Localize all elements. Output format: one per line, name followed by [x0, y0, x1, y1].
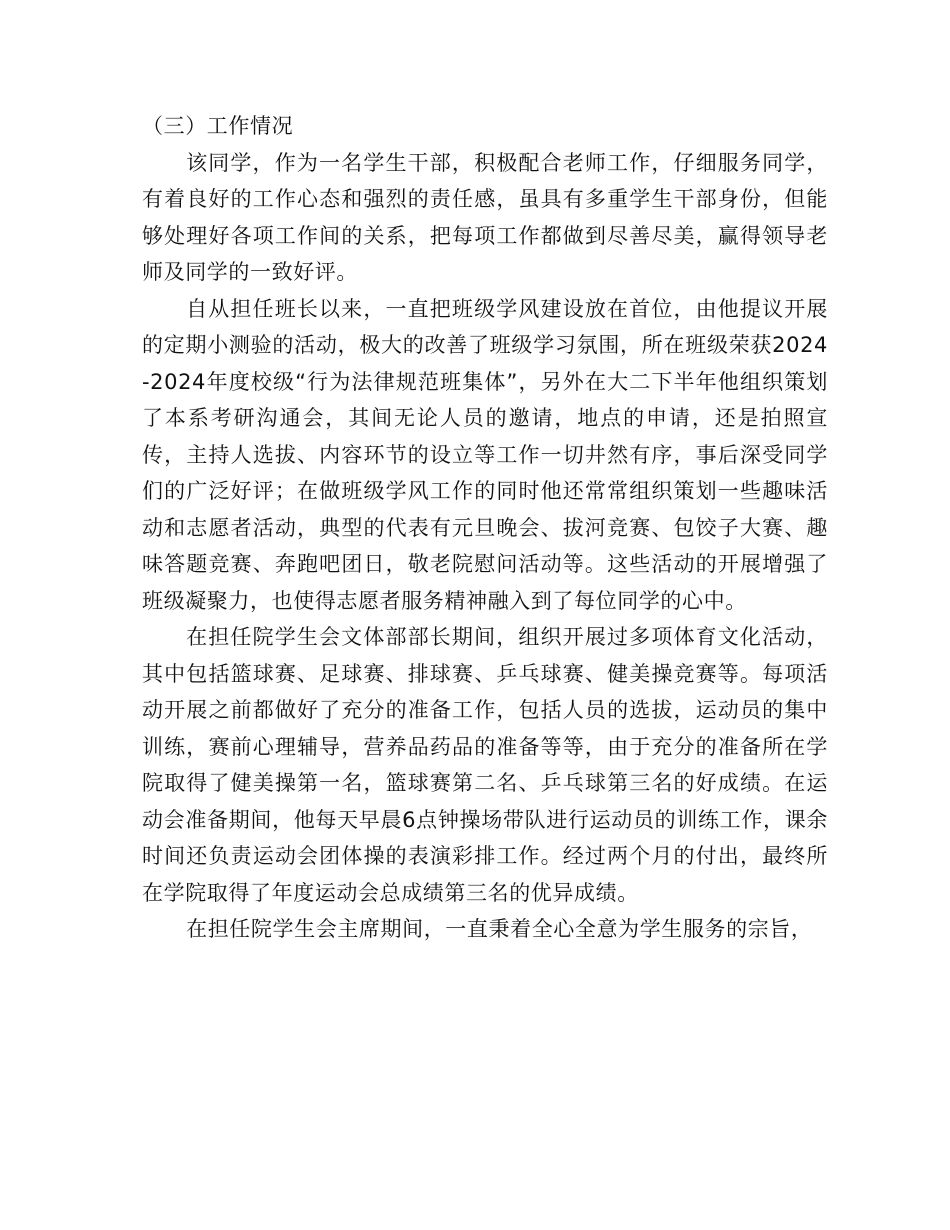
paragraph-student-union-chair: 在担任院学生会主席期间，一直秉着全心全意为学生服务的宗旨，: [186, 917, 813, 941]
paragraph-sports-department: 在担任院学生会文体部部长期间，组织开展过多项体育文化活动，其中包括篮球赛、足球赛、排球赛、乒乓球赛、健美操竞赛等。每项活动开展之前都做好了充分的准备工作，包括人员的选拔，运动员的集中训练，赛前心理辅导，营养品药品的准备等等，由于充分的准备所在学院取得了健美操第一名，篮球赛第二名、乒乓球第三名的好成绩。在运动会准备期间，他每天早晨6点钟操场带队进行运动员的训练工作，课余时间还负责运动会团体操的表演彩排工作。经过两个月的付出，最终所在学院取得了年度运动会总成绩第三名的优异成绩。: [142, 625, 828, 905]
document-body: [142, 108, 828, 948]
section-heading: （三）工作情况: [142, 114, 294, 138]
paragraph-class-monitor: 自从担任班长以来，一直把班级学风建设放在首位，由他提议开展的定期小测验的活动，极大的改善了班级学习氛围，所在班级荣获2024-2024年度校级“行为法律规范班集体”，另外在大二下半年他组织策划了本系考研沟通会，其间无论人员的邀请，地点的申请，还是拍照宣传，主持人选拔、内容环节的设立等工作一切井然有序，事后深受同学们的广泛好评；在做班级学风工作的同时他还常常组织策划一些趣味活动和志愿者活动，典型的代表有元旦晚会、拔河竞赛、包饺子大赛、趣味答题竞赛、奔跑吧团日，敬老院慰问活动等。这些活动的开展增强了班级凝聚力，也使得志愿者服务精神融入到了每位同学的心中。: [142, 296, 828, 613]
paragraph-work-attitude: 该同学，作为一名学生干部，积极配合老师工作，仔细服务同学，有着良好的工作心态和强烈的责任感，虽具有多重学生干部身份，但能够处理好各项工作间的关系，把每项工作都做到尽善尽美，赢得领导老师及同学的一致好评。: [142, 150, 828, 284]
